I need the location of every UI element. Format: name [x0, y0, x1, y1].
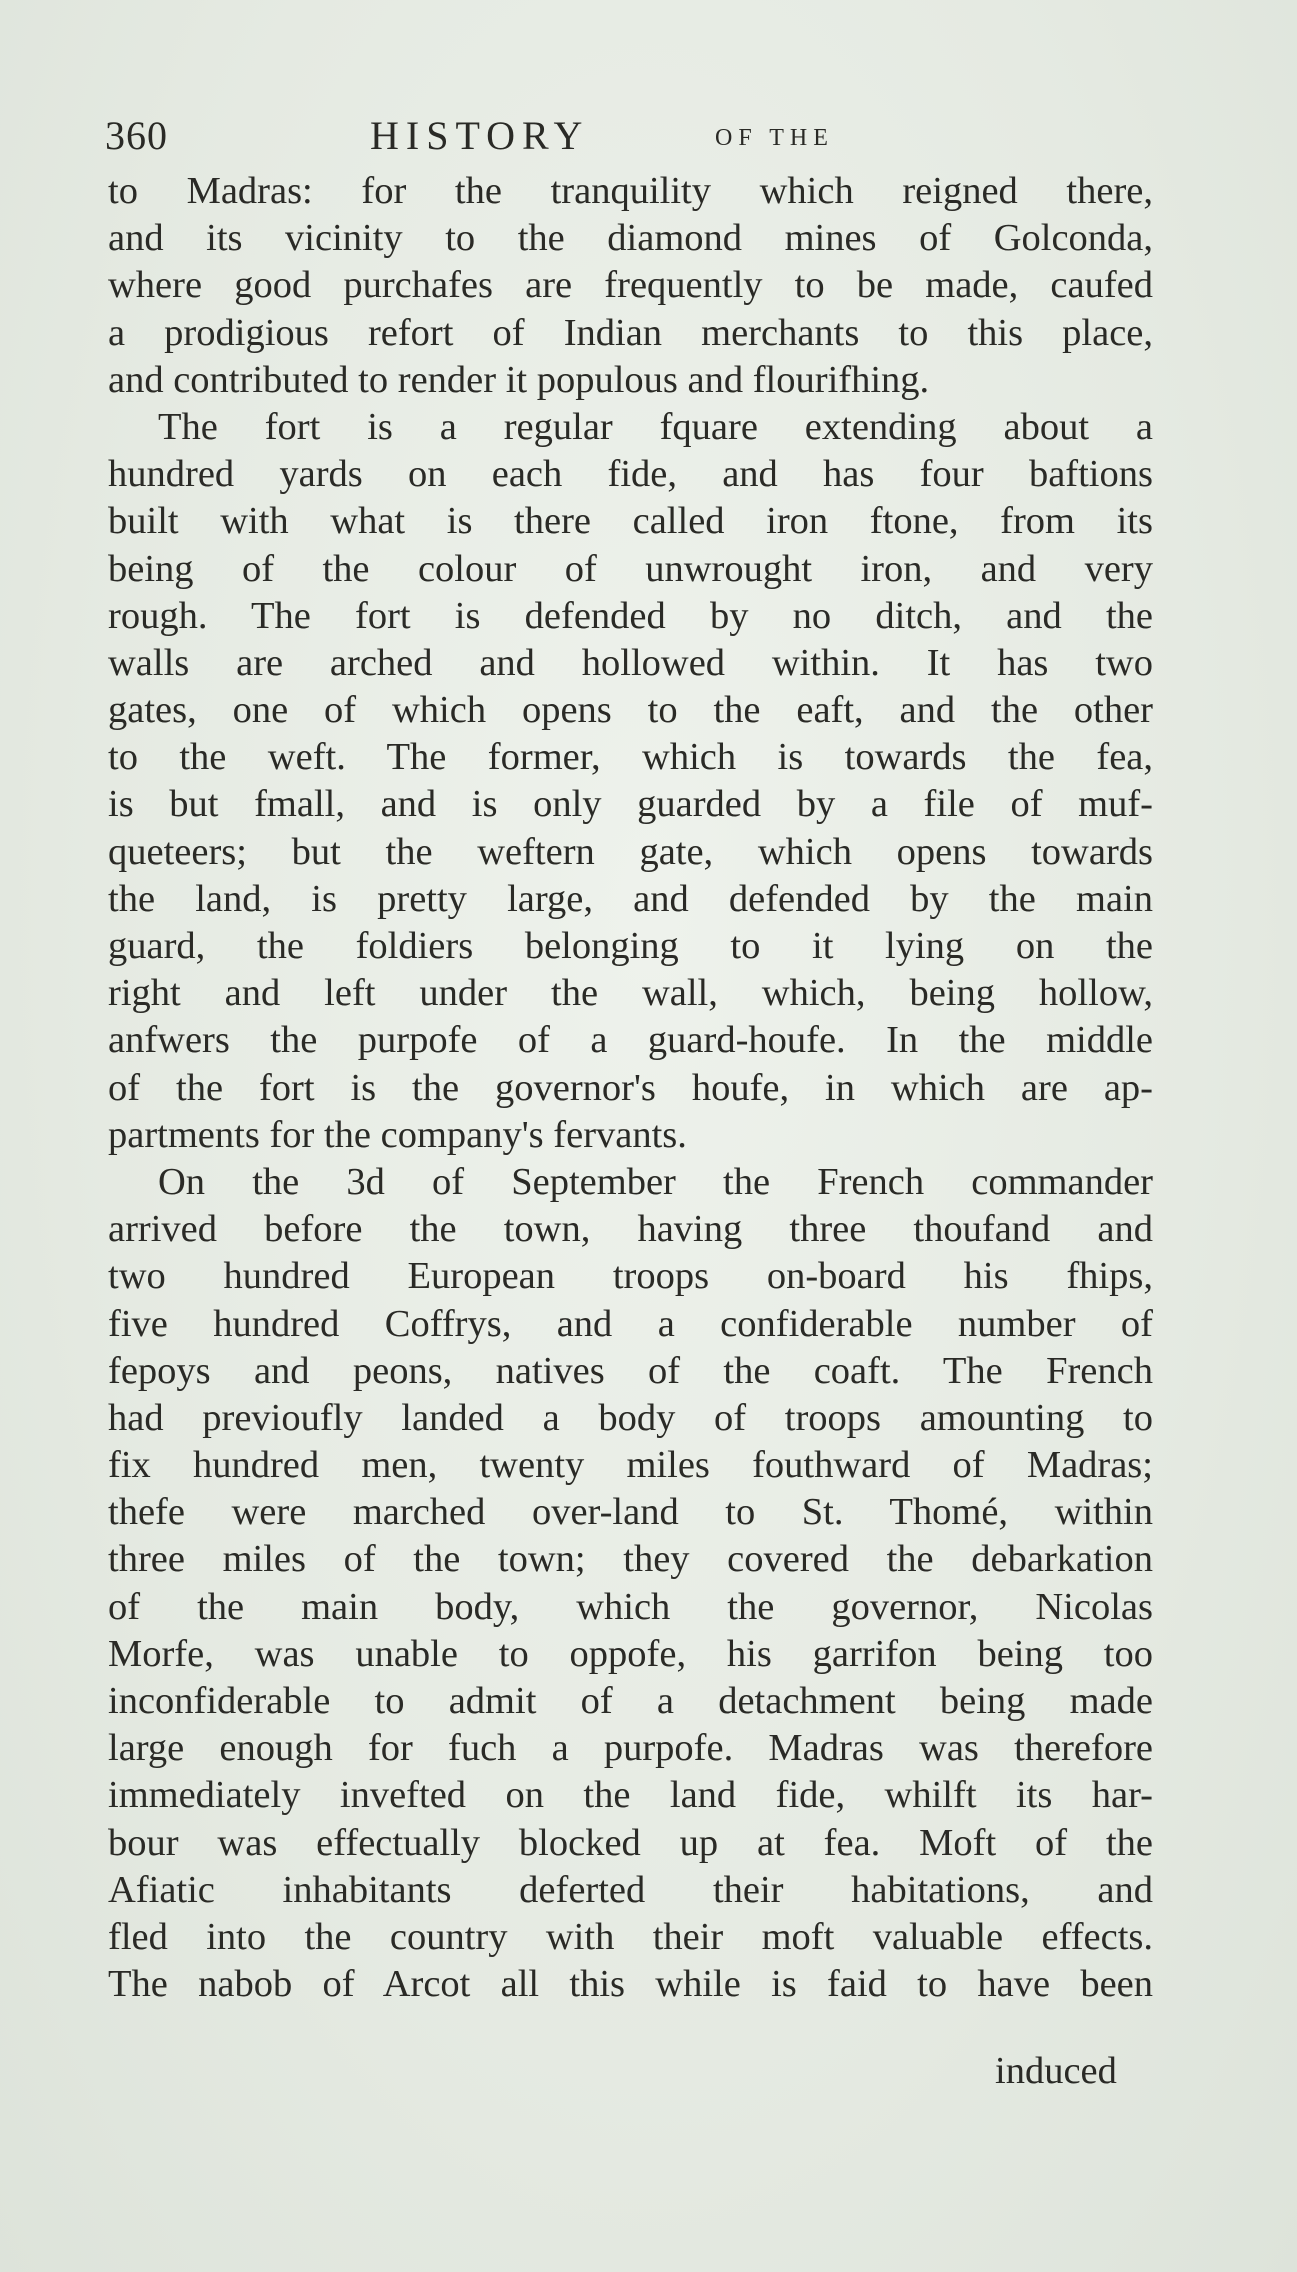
text-line: walls are arched and hollowed within. It has two — [108, 641, 1153, 684]
text-line: thefe were marched over-land to St. Thomé, within — [108, 1491, 1153, 1534]
text-line: anfwers the purpofe of a guard-houfe. In the middle — [108, 1019, 1153, 1062]
text-line: to the weft. The former, which is towards the fea, — [108, 736, 1153, 779]
text-line: of the fort is the governor's houfe, in which are ap- — [108, 1066, 1153, 1109]
text-line: two hundred European troops on-board his fhips, — [108, 1255, 1153, 1298]
text-line: gates, one of which opens to the eaft, and the other — [108, 689, 1153, 732]
text-line: Morfe, was unable to oppofe, his garrifon being too — [108, 1632, 1153, 1675]
text-line: had previoufly landed a body of troops amounting to — [108, 1396, 1153, 1439]
text-line: The nabob of Arcot all this while is faid to have been — [108, 1963, 1153, 2006]
running-head-title: HISTORY — [370, 113, 590, 158]
body-text — [108, 168, 1158, 2008]
text-line: Afiatic inhabitants deferted their habitations, and — [108, 1868, 1153, 1911]
text-line: arrived before the town, having three thoufand and — [108, 1208, 1153, 1251]
text-line: large enough for fuch a purpofe. Madras was therefore — [108, 1727, 1153, 1770]
text-line: bour was effectually blocked up at fea. Moft of the — [108, 1821, 1153, 1864]
text-line: where good purchafes are frequently to be made, caufed — [108, 264, 1153, 307]
text-line: On the 3d of September the French commander — [158, 1160, 1153, 1203]
page-number: 360 — [105, 113, 168, 158]
text-line: of the main body, which the governor, Nicolas — [108, 1585, 1153, 1628]
text-line: hundred yards on each fide, and has four baftions — [108, 453, 1153, 496]
text-line: right and left under the wall, which, being hollow, — [108, 972, 1153, 1015]
text-line: fled into the country with their moft valuable effects. — [108, 1915, 1153, 1958]
text-line: guard, the foldiers belonging to it lying on the — [108, 925, 1153, 967]
text-line: three miles of the town; they covered the debarkation — [108, 1538, 1153, 1581]
text-line: inconfiderable to admit of a detachment being made — [108, 1680, 1153, 1722]
text-line: immediately invefted on the land fide, whilft its har- — [108, 1774, 1153, 1817]
text-line: partments for the company's fervants. — [108, 1113, 687, 1156]
text-line: fepoys and peons, natives of the coaft. The French — [108, 1349, 1153, 1392]
text-line: is but fmall, and is only guarded by a file of muf- — [108, 783, 1153, 826]
text-line: fix hundred men, twenty miles fouthward of Madras; — [108, 1444, 1153, 1487]
text-line: The fort is a regular fquare extending about a — [158, 405, 1153, 448]
text-line: queteers; but the weftern gate, which opens towards — [108, 830, 1153, 873]
text-line: five hundred Coffrys, and a confiderable number of — [108, 1302, 1153, 1345]
text-line: to Madras: for the tranquility which reigned there, — [108, 170, 1153, 212]
text-line: a prodigious refort of Indian merchants to this place, — [108, 311, 1153, 354]
text-line: being of the colour of unwrought iron, and very — [108, 547, 1153, 590]
text-line: and contributed to render it populous and flourifhing. — [108, 358, 930, 401]
running-head-subtitle: OF THE — [715, 125, 834, 151]
text-line: rough. The fort is defended by no ditch, and the — [108, 594, 1153, 637]
text-line: built with what is there called iron ftone, from its — [108, 500, 1153, 543]
text-line: and its vicinity to the diamond mines of Golconda, — [108, 217, 1153, 260]
page-header — [105, 112, 925, 162]
catchword: induced — [995, 2050, 1117, 2092]
text-line: the land, is pretty large, and defended by the main — [108, 877, 1153, 920]
